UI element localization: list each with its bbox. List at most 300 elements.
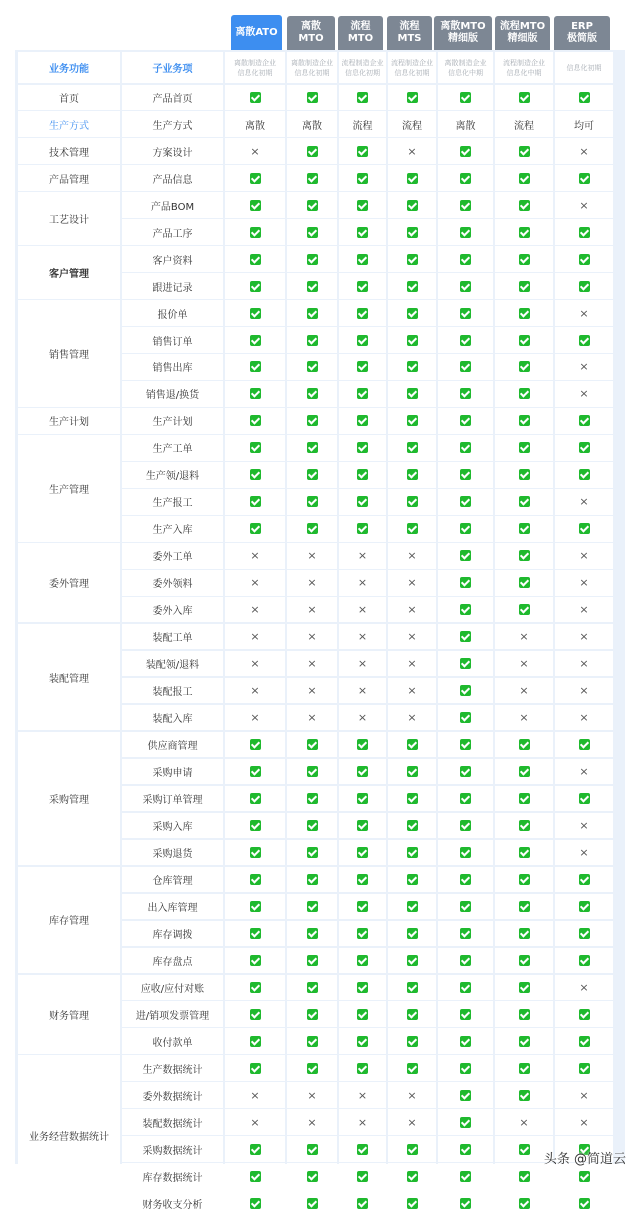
check-icon (407, 739, 418, 750)
tab-plan-4[interactable] (387, 16, 432, 50)
check-icon (407, 227, 418, 238)
check-icon (357, 496, 368, 507)
feature-cell (339, 732, 386, 758)
check-icon (307, 442, 318, 453)
cross-icon: × (579, 360, 589, 374)
check-icon (250, 1063, 261, 1074)
check-icon (307, 1198, 318, 1209)
feature-cell (225, 300, 285, 326)
feature-cell (438, 813, 493, 839)
feature-cell (388, 354, 436, 380)
check-icon (307, 1171, 318, 1182)
feature-cell (495, 327, 553, 353)
feature-cell (287, 867, 337, 893)
feature-cell (287, 435, 337, 461)
check-icon (460, 901, 471, 912)
feature-cell (339, 1082, 386, 1108)
feature-cell (287, 1001, 337, 1027)
feature-cell (495, 165, 553, 191)
cross-icon: × (579, 603, 589, 617)
cross-icon: × (250, 711, 260, 725)
tab-plan-2[interactable] (287, 16, 335, 50)
header-plan-subtitle (287, 52, 337, 83)
feature-cell (388, 543, 436, 569)
feature-cell (495, 300, 553, 326)
sub-item-name: 装配领/退料 (122, 651, 223, 677)
check-icon (250, 335, 261, 346)
check-icon (460, 955, 471, 966)
header-plan-subtitle (495, 52, 553, 83)
cross-icon: × (307, 630, 317, 644)
feature-cell (555, 489, 613, 515)
check-icon (519, 1036, 530, 1047)
cross-icon: × (579, 765, 589, 779)
feature-cell (287, 516, 337, 542)
feature-cell (339, 327, 386, 353)
cross-icon: × (307, 1088, 317, 1102)
sub-item-name: 供应商管理 (122, 732, 223, 758)
feature-cell (225, 1028, 285, 1054)
check-icon (407, 928, 418, 939)
header-sub-item: 子业务项 (122, 52, 223, 83)
feature-cell (287, 840, 337, 866)
feature-cell (225, 435, 285, 461)
feature-cell (287, 192, 337, 218)
feature-cell (287, 138, 337, 164)
check-icon (460, 496, 471, 507)
cross-icon: × (307, 657, 317, 671)
check-icon (579, 928, 590, 939)
check-icon (357, 1171, 368, 1182)
check-icon (407, 388, 418, 399)
cross-icon: × (357, 1088, 368, 1102)
feature-cell (388, 1163, 436, 1189)
feature-cell (287, 489, 337, 515)
sub-item-name: 采购退货 (122, 840, 223, 866)
group-name: 业务经营数据统计 (18, 1055, 120, 1215)
feature-cell (388, 597, 436, 623)
check-icon (579, 1171, 590, 1182)
check-icon (307, 469, 318, 480)
cross-icon: × (579, 1088, 589, 1102)
check-icon (519, 577, 530, 588)
feature-cell (287, 1055, 337, 1081)
feature-cell (225, 1055, 285, 1081)
check-icon (579, 281, 590, 292)
check-icon (407, 308, 418, 319)
cross-icon: × (579, 198, 589, 212)
check-icon (460, 1117, 471, 1128)
tab-label: 离散MTO (440, 21, 486, 32)
feature-cell (438, 273, 493, 299)
check-icon (519, 1144, 530, 1155)
feature-cell (225, 840, 285, 866)
feature-cell (225, 948, 285, 974)
feature-cell (495, 1163, 553, 1189)
cross-icon: × (357, 603, 368, 617)
check-icon (307, 254, 318, 265)
feature-cell (388, 246, 436, 272)
feature-cell (225, 165, 285, 191)
feature-cell (287, 921, 337, 947)
check-icon (407, 847, 418, 858)
sub-item-name: 委外数据统计 (122, 1082, 223, 1108)
check-icon (307, 496, 318, 507)
group-name: 财务管理 (18, 975, 120, 1055)
feature-cell (225, 570, 285, 596)
check-icon (407, 523, 418, 534)
feature-cell (438, 840, 493, 866)
check-icon (250, 820, 261, 831)
feature-cell (388, 300, 436, 326)
feature-cell (339, 219, 386, 245)
feature-cell (287, 1190, 337, 1216)
feature-cell (225, 489, 285, 515)
check-icon (460, 1009, 471, 1020)
check-icon (519, 739, 530, 750)
cross-icon: × (250, 684, 260, 698)
check-icon (460, 173, 471, 184)
check-icon (519, 173, 530, 184)
check-icon (519, 281, 530, 292)
feature-cell (225, 1109, 285, 1135)
feature-cell (287, 1028, 337, 1054)
feature-cell (555, 435, 613, 461)
check-icon (579, 92, 590, 103)
cross-icon: × (519, 630, 529, 644)
feature-cell (388, 1001, 436, 1027)
sub-item-name: 装配工单 (122, 624, 223, 650)
cross-icon: × (357, 684, 368, 698)
feature-cell (388, 624, 436, 650)
check-icon (250, 928, 261, 939)
feature-cell (495, 1082, 553, 1108)
sub-item-name: 产品工序 (122, 219, 223, 245)
cross-icon: × (250, 1088, 260, 1102)
check-icon (307, 1009, 318, 1020)
check-icon (250, 901, 261, 912)
tab-label: 流程 (350, 21, 371, 32)
feature-cell (438, 651, 493, 677)
cross-icon: × (579, 1115, 589, 1129)
feature-cell (438, 786, 493, 812)
feature-cell (438, 543, 493, 569)
tab-label: 流程MTO (499, 21, 546, 32)
check-icon (307, 982, 318, 993)
feature-cell (287, 273, 337, 299)
check-icon (460, 982, 471, 993)
check-icon (357, 415, 368, 426)
feature-cell (287, 678, 337, 704)
feature-cell (388, 462, 436, 488)
sub-item-name: 跟进记录 (122, 273, 223, 299)
feature-cell (225, 85, 285, 111)
check-icon (357, 928, 368, 939)
check-icon (519, 955, 530, 966)
header-subtitle-line: 信息化中期 (506, 68, 542, 77)
group-name: 技术管理 (18, 138, 120, 164)
feature-cell (555, 1055, 613, 1081)
feature-cell (225, 246, 285, 272)
feature-cell (438, 759, 493, 785)
cross-icon: × (407, 657, 417, 671)
tab-plan-3[interactable] (338, 16, 383, 50)
feature-cell (225, 516, 285, 542)
check-icon (407, 415, 418, 426)
check-icon (460, 254, 471, 265)
group-name: 生产方式 (18, 111, 120, 137)
check-icon (407, 335, 418, 346)
feature-cell (287, 732, 337, 758)
check-icon (519, 92, 530, 103)
feature-cell (555, 516, 613, 542)
feature-cell (225, 759, 285, 785)
check-icon (307, 820, 318, 831)
feature-cell (555, 651, 613, 677)
check-icon (460, 361, 471, 372)
cross-icon: × (579, 387, 589, 401)
feature-cell (225, 543, 285, 569)
feature-cell (225, 138, 285, 164)
check-icon (357, 982, 368, 993)
check-icon (407, 254, 418, 265)
feature-cell (555, 354, 613, 380)
feature-cell (555, 327, 613, 353)
check-icon (519, 1171, 530, 1182)
feature-cell (495, 1109, 553, 1135)
check-icon (357, 200, 368, 211)
check-icon (519, 254, 530, 265)
check-icon (250, 766, 261, 777)
check-icon (407, 92, 418, 103)
feature-cell (388, 1028, 436, 1054)
feature-cell (555, 138, 613, 164)
check-icon (250, 955, 261, 966)
check-icon (357, 523, 368, 534)
feature-cell (438, 138, 493, 164)
feature-cell (555, 192, 613, 218)
cross-icon: × (579, 630, 589, 644)
sub-item-name: 采购入库 (122, 813, 223, 839)
check-icon (250, 1009, 261, 1020)
feature-cell (388, 705, 436, 731)
feature-cell (388, 327, 436, 353)
feature-cell (339, 516, 386, 542)
feature-cell (495, 381, 553, 407)
check-icon (357, 847, 368, 858)
feature-cell (495, 921, 553, 947)
check-icon (519, 335, 530, 346)
group-name: 产品管理 (18, 165, 120, 191)
feature-cell (339, 786, 386, 812)
feature-cell (287, 543, 337, 569)
feature-cell (555, 759, 613, 785)
header-subtitle-line: 信息化初期 (566, 63, 602, 72)
feature-cell (495, 138, 553, 164)
check-icon (307, 415, 318, 426)
feature-cell (438, 948, 493, 974)
feature-cell (388, 759, 436, 785)
cross-icon: × (357, 657, 368, 671)
header-plan-subtitle (225, 52, 285, 83)
check-icon (460, 658, 471, 669)
check-icon (407, 173, 418, 184)
check-icon (357, 361, 368, 372)
check-icon (407, 955, 418, 966)
cross-icon: × (357, 1115, 368, 1129)
check-icon (407, 1063, 418, 1074)
check-icon (307, 92, 318, 103)
cross-icon: × (519, 684, 529, 698)
feature-cell (388, 678, 436, 704)
feature-cell (339, 921, 386, 947)
check-icon (519, 200, 530, 211)
feature-cell (225, 1001, 285, 1027)
group-name: 工艺设计 (18, 192, 120, 245)
cross-icon: × (357, 630, 368, 644)
tab-plan-1[interactable] (231, 15, 282, 50)
check-icon (407, 766, 418, 777)
check-icon (460, 739, 471, 750)
feature-cell (555, 543, 613, 569)
check-icon (307, 955, 318, 966)
feature-cell (225, 1190, 285, 1216)
feature-cell (495, 867, 553, 893)
check-icon (579, 901, 590, 912)
cross-icon: × (579, 711, 589, 725)
check-icon (460, 335, 471, 346)
feature-cell (339, 624, 386, 650)
feature-cell (225, 624, 285, 650)
check-icon (519, 442, 530, 453)
feature-cell (495, 678, 553, 704)
sub-item-name: 产品首页 (122, 85, 223, 111)
cross-icon: × (307, 576, 317, 590)
header-business-function: 业务功能 (18, 52, 120, 83)
check-icon (519, 523, 530, 534)
check-icon (460, 1090, 471, 1101)
feature-cell (339, 894, 386, 920)
check-icon (460, 442, 471, 453)
header-plan-subtitle (438, 52, 493, 83)
feature-cell: 流程 (495, 111, 553, 137)
sub-item-name: 生产领/退料 (122, 462, 223, 488)
header-subtitle-line: 离散制造企业 (291, 58, 333, 67)
check-icon (250, 442, 261, 453)
feature-cell: 离散 (438, 111, 493, 137)
feature-cell (388, 273, 436, 299)
feature-cell (339, 435, 386, 461)
tab-plan-7[interactable] (554, 16, 610, 50)
check-icon (407, 874, 418, 885)
check-icon (460, 281, 471, 292)
feature-cell (438, 408, 493, 434)
feature-cell (555, 219, 613, 245)
feature-cell (438, 1163, 493, 1189)
feature-cell (555, 1190, 613, 1216)
feature-cell (438, 894, 493, 920)
feature-cell (495, 975, 553, 1001)
feature-cell (555, 246, 613, 272)
check-icon (250, 254, 261, 265)
feature-cell (339, 138, 386, 164)
check-icon (579, 793, 590, 804)
check-icon (460, 847, 471, 858)
check-icon (460, 631, 471, 642)
feature-cell (495, 462, 553, 488)
cross-icon: × (579, 306, 589, 320)
feature-cell (555, 894, 613, 920)
feature-cell (388, 165, 436, 191)
header-subtitle-line: 离散制造企业 (234, 58, 276, 67)
feature-cell (438, 732, 493, 758)
feature-cell (495, 840, 553, 866)
feature-cell (225, 597, 285, 623)
feature-cell (495, 1055, 553, 1081)
check-icon (519, 982, 530, 993)
check-icon (357, 820, 368, 831)
tab-plan-5[interactable] (434, 16, 492, 50)
sub-item-name: 库存数据统计 (122, 1163, 223, 1189)
header-subtitle-line: 信息化初期 (345, 68, 380, 77)
feature-cell (388, 921, 436, 947)
feature-cell (225, 975, 285, 1001)
feature-cell (388, 138, 436, 164)
sub-item-name: 产品信息 (122, 165, 223, 191)
tab-plan-6[interactable] (495, 16, 550, 50)
check-icon (460, 604, 471, 615)
check-icon (519, 496, 530, 507)
feature-cell (339, 975, 386, 1001)
feature-cell (438, 300, 493, 326)
check-icon (519, 928, 530, 939)
feature-cell (495, 273, 553, 299)
check-icon (519, 901, 530, 912)
feature-cell (438, 867, 493, 893)
feature-cell (495, 1190, 553, 1216)
feature-cell (438, 678, 493, 704)
cross-icon: × (407, 1115, 417, 1129)
check-icon (307, 146, 318, 157)
check-icon (579, 874, 590, 885)
feature-cell (495, 948, 553, 974)
feature-cell (225, 462, 285, 488)
sub-item-name: 生产计划 (122, 408, 223, 434)
feature-cell (339, 1163, 386, 1189)
feature-cell (438, 192, 493, 218)
cross-icon: × (519, 657, 529, 671)
group-name: 装配管理 (18, 624, 120, 730)
cross-icon: × (407, 684, 417, 698)
feature-cell (388, 570, 436, 596)
cross-icon: × (579, 684, 589, 698)
header-subtitle-line: 离散制造企业 (444, 58, 487, 67)
check-icon (519, 1009, 530, 1020)
check-icon (407, 1144, 418, 1155)
check-icon (250, 200, 261, 211)
tab-label: 极简版 (567, 33, 597, 44)
check-icon (460, 1171, 471, 1182)
check-icon (250, 1144, 261, 1155)
check-icon (579, 1009, 590, 1020)
check-icon (357, 335, 368, 346)
feature-cell (339, 1028, 386, 1054)
sub-item-name: 销售出库 (122, 354, 223, 380)
cross-icon: × (407, 144, 417, 158)
feature-cell (225, 732, 285, 758)
check-icon (579, 442, 590, 453)
check-icon (307, 308, 318, 319)
